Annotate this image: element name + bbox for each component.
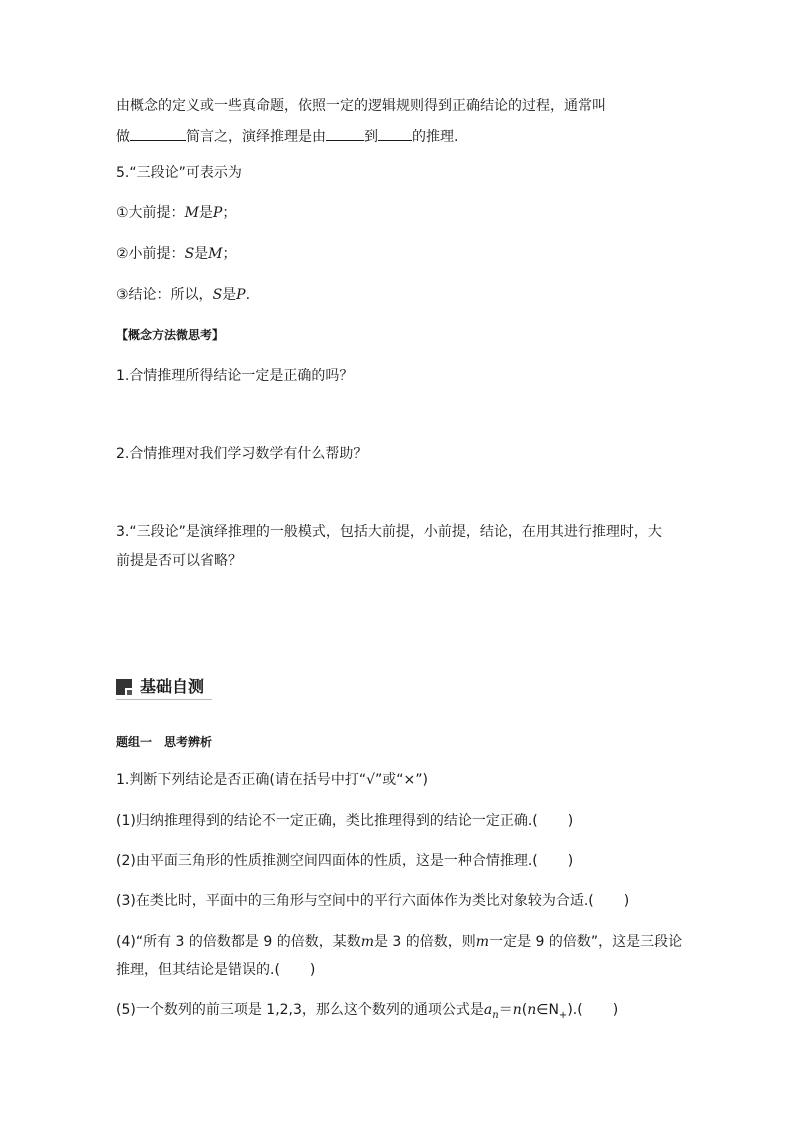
var-S: S (184, 246, 195, 262)
var-n: n (512, 1002, 522, 1018)
judge-item-3 (116, 891, 682, 911)
var-P: P (236, 287, 246, 303)
judge-item-4-line2 (116, 960, 682, 980)
judge-item-3-text: (3)在类比时，平面中的三角形与空间中的平行六面体作为类比对象较为合适.( (116, 893, 594, 909)
minor-premise (116, 244, 682, 264)
var-m: m (475, 934, 490, 950)
var-P: P (212, 205, 223, 221)
close-paren: ) (612, 1002, 619, 1018)
intro-text-2c: 到 (364, 129, 378, 145)
think-heading (116, 325, 682, 345)
word-is: 是 (194, 246, 209, 262)
judge-item-4-line1 (116, 932, 682, 952)
fill-blank-2[interactable] (326, 126, 364, 141)
var-n: n (527, 1002, 537, 1018)
judge-intro (116, 770, 682, 790)
punct: . (245, 287, 251, 303)
var-m: m (360, 934, 374, 950)
judge-item-2-text: (2)由平面三角形的性质推测空间四面体的性质，这是一种合情推理.( (116, 853, 538, 869)
close-paren: ) (309, 962, 316, 978)
var-S: S (212, 287, 223, 303)
fill-blank-3[interactable] (378, 126, 412, 141)
word-is: 是 (198, 205, 213, 221)
syllogism-title-text: 5.“三段论”可表示为 (116, 165, 242, 181)
close-paren: ) (567, 813, 574, 829)
judge-item-2 (116, 851, 682, 871)
judge-intro-text: 1.判断下列结论是否正确(请在括号中打“√”或“×”) (116, 772, 428, 788)
section-divider (116, 699, 212, 700)
close-paren: ) (623, 893, 630, 909)
section-heading (116, 676, 212, 698)
syllogism-title (116, 163, 682, 183)
group-title-text: 题组一 思考辨析 (116, 735, 213, 749)
section-square-icon (116, 679, 132, 695)
intro-line-2 (116, 126, 682, 147)
think-q3-line1 (116, 522, 682, 542)
think-q2-text: 2.合情推理对我们学习数学有什么帮助？ (116, 446, 368, 462)
think-q1-text: 1.合情推理所得结论一定是正确的吗？ (116, 368, 354, 384)
intro-line-1 (116, 96, 682, 116)
close-paren: ) (567, 853, 574, 869)
think-q3-text-2: 前提是否可以省略？ (116, 553, 242, 569)
judge-item-5-text: (5)一个数列的前三项是 1,2,3，那么这个数列的通项公式是 (116, 1002, 484, 1018)
judge-item-4-text-a: (4)“所有 3 的倍数都是 9 的倍数，某数 (116, 934, 361, 950)
intro-text-2b: 简言之，演绎推理是由 (186, 129, 326, 145)
punct: ； (222, 205, 237, 221)
judge-item-4-text-2: 推理，但其结论是错误的.( (116, 962, 280, 978)
think-q3-line2 (116, 551, 682, 571)
judge-item-1-text: (1)归纳推理得到的结论不一定正确，类比推理得到的结论一定正确.( (116, 813, 538, 829)
group-title (116, 732, 682, 752)
subscript-n: n (492, 1009, 499, 1021)
var-M: M (184, 205, 199, 221)
think-q2 (116, 444, 682, 464)
think-q1 (116, 366, 682, 386)
intro-text-1: 由概念的定义或一些真命题，依照一定的逻辑规则得到正确结论的过程，通常叫 (116, 98, 606, 114)
intro-text-2a: 做 (116, 129, 130, 145)
set-symbol: ∈N (536, 1002, 559, 1018)
judge-item-4-text-c: 一定是 9 的倍数”，这是三段论 (489, 934, 683, 950)
judge-item-4-text-b: 是 3 的倍数，则 (373, 934, 476, 950)
judge-item-1 (116, 811, 682, 831)
subscript-plus: + (558, 1009, 568, 1021)
major-premise (116, 203, 682, 223)
open-paren: ( (521, 1002, 528, 1018)
section-title: 基础自测 (140, 677, 205, 696)
conclusion (116, 285, 682, 305)
judge-item-5 (116, 1000, 682, 1026)
word-is: 是 (222, 287, 237, 303)
punct: ； (222, 246, 237, 262)
minor-label: ②小前提： (116, 246, 185, 262)
conclusion-label: ③结论：所以， (116, 287, 213, 303)
intro-text-2d: 的推理. (412, 129, 459, 145)
equals: ＝ (498, 1002, 513, 1018)
judge-item-5-end: ).( (567, 1002, 583, 1018)
var-a: a (483, 1002, 493, 1018)
think-heading-text: 【概念方法微思考】 (116, 328, 225, 342)
think-q3-text-1: 3.“三段论”是演绎推理的一般模式，包括大前提，小前提，结论，在用其进行推理时，大 (116, 524, 662, 540)
fill-blank-1[interactable] (130, 126, 186, 141)
major-label: ①大前提： (116, 205, 185, 221)
var-M: M (208, 246, 223, 262)
